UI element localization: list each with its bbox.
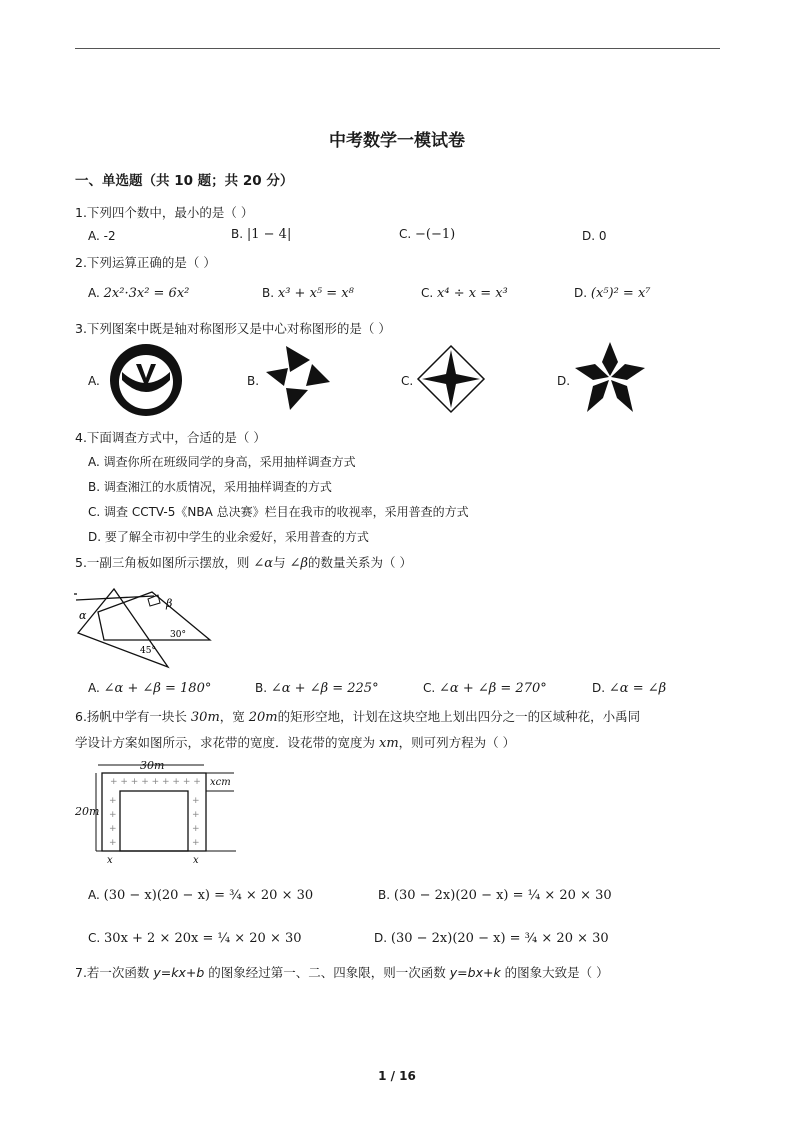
q3-option-d-label[interactable]: D. <box>557 374 571 388</box>
q6-option-a[interactable] <box>88 888 313 903</box>
q2-option-d-math: (x⁵)² = x⁷ <box>590 286 651 301</box>
q5-option-c-label: C. <box>423 681 436 695</box>
svg-text:+ + + + + + + + +: + + + + + + + + + <box>110 777 201 787</box>
q2-option-b-math: x³ + x⁵ = x⁸ <box>277 286 354 301</box>
q6-line2-pre: 学设计方案如图所示，求花带的宽度．设花带的宽度为 <box>75 735 379 750</box>
q4-option-a[interactable]: A. 调查你所在班级同学的身高，采用抽样调查方式 <box>88 455 356 469</box>
q5-option-d-label: D. <box>592 681 606 695</box>
q7-function-1: y=kx+b <box>153 965 205 980</box>
svg-text:+: + <box>192 796 200 806</box>
q1-option-c-label: C. <box>399 227 412 241</box>
q6-option-b-label: B. <box>378 888 391 902</box>
q6-line2-post: ，则可列方程为（ ） <box>398 735 516 750</box>
q3-figure-a[interactable] <box>106 342 186 418</box>
q3-figure-c[interactable] <box>416 344 486 414</box>
q7-stem-mid: 的图象经过第一、二、四象限，则一次函数 <box>204 965 450 980</box>
question-2-stem: 2.下列运算正确的是（ ） <box>75 255 216 270</box>
q2-option-b-label: B. <box>262 286 275 300</box>
q7-stem-pre: 7.若一次函数 <box>75 965 154 980</box>
question-6-line-2 <box>75 733 515 751</box>
q6-line1-mid: ，宽 <box>219 709 249 724</box>
q3-figure-b[interactable] <box>264 342 334 414</box>
q3-option-a-label[interactable]: A. <box>88 374 100 388</box>
q3-figure-d[interactable] <box>573 340 647 416</box>
q6-fig-x-left-label: x <box>107 855 113 866</box>
q2-option-b[interactable] <box>262 286 354 301</box>
svg-text:+: + <box>109 796 117 806</box>
q5-option-d-math: ∠α = ∠β <box>608 681 667 696</box>
q1-option-c[interactable] <box>399 227 455 242</box>
q2-option-c-label: C. <box>421 286 434 300</box>
q6-fig-xcm-label: xcm <box>210 777 231 788</box>
q1-option-b-math: |1 − 4| <box>246 227 292 242</box>
q2-option-d-label: D. <box>574 286 588 300</box>
svg-text:+: + <box>192 810 200 820</box>
section-heading: 一、单选题（共 10 题；共 20 分） <box>75 173 294 189</box>
q6-option-d-label: D. <box>374 931 388 945</box>
q7-function-2: y=bx+k <box>449 965 501 980</box>
q7-stem-post: 的图象大致是（ ） <box>500 965 609 980</box>
q2-option-c[interactable] <box>421 286 508 301</box>
q1-option-d[interactable]: D. 0 <box>582 229 607 243</box>
q2-option-a-label: A. <box>88 286 100 300</box>
q5-stem-pre: 5.一副三角板如图所示摆放，则 <box>75 555 254 570</box>
q4-option-d[interactable]: D. 要了解全市初中学生的业余爱好，采用普查的方式 <box>88 530 369 544</box>
q5-triangle-figure <box>74 585 214 670</box>
q6-fig-20m-label: 20m <box>75 805 100 818</box>
q6-option-b[interactable] <box>378 888 612 903</box>
q6-option-c-math: 30x + 2 × 20x = ¼ × 20 × 30 <box>104 931 302 946</box>
q6-line1-post: 的矩形空地，计划在这块空地上划出四分之一的区域种花，小禹同 <box>277 709 641 724</box>
q6-line1-20m: 20m <box>248 710 278 725</box>
q5-option-c-math: ∠α + ∠β = 270° <box>439 681 547 696</box>
q6-option-c[interactable] <box>88 931 302 946</box>
q6-option-b-math: (30 − 2x)(20 − x) = ¼ × 20 × 30 <box>393 888 612 903</box>
question-3-stem: 3.下列图案中既是轴对称图形又是中心对称图形的是（ ） <box>75 321 391 336</box>
page-number: 1 / 16 <box>378 1069 416 1083</box>
q6-line2-xm: xm <box>378 736 399 751</box>
q6-option-a-label: A. <box>88 888 100 902</box>
q1-option-c-math: −(−1) <box>415 227 456 242</box>
q1-option-b[interactable] <box>231 227 291 242</box>
q6-line1-pre: 6.扬帆中学有一块长 <box>75 709 191 724</box>
q6-option-a-math: (30 − x)(20 − x) = ¾ × 20 × 30 <box>103 888 314 903</box>
svg-text:+: + <box>109 838 117 848</box>
q3-option-c-label[interactable]: C. <box>401 374 414 388</box>
q5-fig-beta-label: β <box>166 597 173 610</box>
question-7-stem <box>75 963 609 981</box>
q5-option-b-math: ∠α + ∠β = 225° <box>270 681 379 696</box>
question-4-stem: 4.下面调查方式中，合适的是（ ） <box>75 430 266 445</box>
question-6-line-1 <box>75 707 640 725</box>
q1-option-b-label: B. <box>231 227 244 241</box>
q6-option-d[interactable] <box>374 931 609 946</box>
svg-text:+: + <box>192 838 200 848</box>
q5-option-c[interactable] <box>423 681 547 696</box>
q5-stem-beta: ∠β <box>289 556 308 571</box>
q6-fig-30m-label: 30m <box>140 759 165 772</box>
q5-fig-45-label: 45° <box>140 646 156 656</box>
q5-option-b[interactable] <box>255 681 379 696</box>
q4-option-c[interactable]: C. 调查 CCTV-5《NBA 总决赛》栏目在我市的收视率，采用普查的方式 <box>88 505 469 519</box>
q6-option-c-label: C. <box>88 931 101 945</box>
q5-fig-alpha-label: α <box>79 609 87 622</box>
q6-garden-figure <box>74 755 236 867</box>
header-rule <box>75 48 720 49</box>
q5-stem-alpha: ∠α <box>253 556 274 571</box>
q5-option-d[interactable] <box>592 681 666 696</box>
q2-option-a[interactable] <box>88 286 189 301</box>
q2-option-c-math: x⁴ ÷ x = x³ <box>437 286 508 301</box>
q6-fig-x-right-label: x <box>193 855 199 866</box>
q5-stem-post: 的数量关系为（ ） <box>307 555 412 570</box>
q5-option-b-label: B. <box>255 681 268 695</box>
q5-option-a[interactable] <box>88 681 211 696</box>
q5-option-a-math: ∠α + ∠β = 180° <box>103 681 212 696</box>
q5-option-a-label: A. <box>88 681 100 695</box>
q6-option-d-math: (30 − 2x)(20 − x) = ¾ × 20 × 30 <box>390 931 609 946</box>
svg-text:+: + <box>109 824 117 834</box>
q6-line1-30m: 30m <box>190 710 220 725</box>
q5-stem-mid: 与 <box>273 555 290 570</box>
question-5-stem <box>75 553 412 571</box>
q2-option-a-math: 2x²·3x² = 6x² <box>103 286 190 301</box>
page-title: 中考数学一模试卷 <box>329 131 465 151</box>
q3-option-b-label[interactable]: B. <box>247 374 260 388</box>
svg-text:+: + <box>192 824 200 834</box>
q2-option-d[interactable] <box>574 286 651 301</box>
q5-fig-30-label: 30° <box>170 630 186 640</box>
q1-option-a[interactable]: A. -2 <box>88 229 116 243</box>
q4-option-b[interactable]: B. 调查湘江的水质情况，采用抽样调查的方式 <box>88 480 332 494</box>
svg-text:+: + <box>109 810 117 820</box>
question-1-stem: 1.下列四个数中，最小的是（ ） <box>75 205 254 220</box>
